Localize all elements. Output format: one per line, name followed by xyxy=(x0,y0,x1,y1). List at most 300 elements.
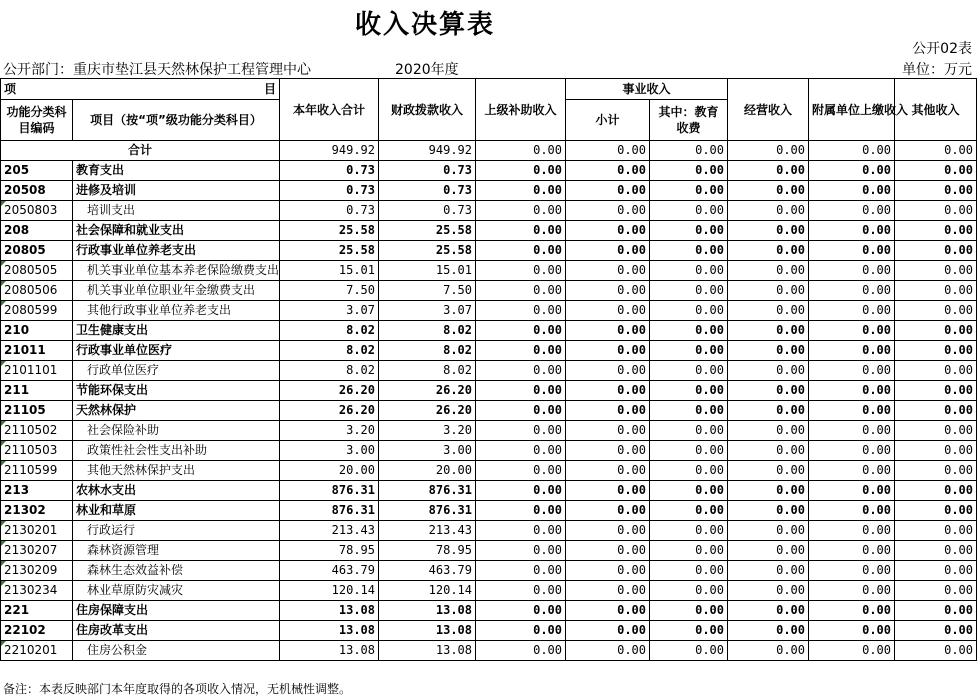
row-value: 8.02 xyxy=(280,321,379,341)
table-row xyxy=(1,601,977,621)
row-value: 0.00 xyxy=(476,601,566,621)
row-value: 0.00 xyxy=(650,221,728,241)
row-value: 0.00 xyxy=(476,161,566,181)
row-code: 2130209 xyxy=(1,561,73,581)
row-value: 213.43 xyxy=(280,521,379,541)
row-code: 2101101 xyxy=(1,361,73,381)
row-value: 0.73 xyxy=(280,181,379,201)
row-name: 社会保障和就业支出 xyxy=(73,221,280,241)
table-body xyxy=(1,141,977,661)
row-value: 0.00 xyxy=(650,201,728,221)
row-value: 15.01 xyxy=(280,261,379,281)
row-value: 0.00 xyxy=(566,541,650,561)
row-value: 0.00 xyxy=(476,421,566,441)
row-value: 0.00 xyxy=(476,221,566,241)
row-value: 0.00 xyxy=(809,321,895,341)
row-value: 0.00 xyxy=(650,621,728,641)
row-value: 78.95 xyxy=(379,541,476,561)
row-name: 森林生态效益补偿 xyxy=(73,561,280,581)
row-value: 20.00 xyxy=(379,461,476,481)
row-name: 行政事业单位养老支出 xyxy=(73,241,280,261)
row-value: 0.00 xyxy=(895,241,977,261)
row-value: 0.00 xyxy=(476,481,566,501)
row-value: 3.20 xyxy=(280,421,379,441)
row-value: 26.20 xyxy=(280,381,379,401)
header-mu: 目 xyxy=(263,82,276,96)
header-superior: 上级补助收入 xyxy=(476,79,566,141)
row-name: 其他行政事业单位养老支出 xyxy=(73,301,280,321)
row-value: 0.00 xyxy=(809,301,895,321)
row-value: 0.00 xyxy=(650,441,728,461)
row-name: 培训支出 xyxy=(73,201,280,221)
row-code: 2210201 xyxy=(1,641,73,661)
row-value: 0.00 xyxy=(809,581,895,601)
row-name: 森林资源管理 xyxy=(73,541,280,561)
row-value: 13.08 xyxy=(280,621,379,641)
header-business: 事业收入 xyxy=(566,79,728,100)
row-value: 0.00 xyxy=(650,321,728,341)
row-value: 0.00 xyxy=(809,561,895,581)
row-value: 0.00 xyxy=(650,141,728,161)
row-value: 0.00 xyxy=(809,601,895,621)
row-value: 0.00 xyxy=(476,641,566,661)
row-name: 其他天然林保护支出 xyxy=(73,461,280,481)
row-value: 0.00 xyxy=(728,441,809,461)
table-row xyxy=(1,381,977,401)
row-value: 0.00 xyxy=(809,621,895,641)
row-value: 8.02 xyxy=(280,361,379,381)
row-value: 949.92 xyxy=(280,141,379,161)
row-value: 3.07 xyxy=(379,301,476,321)
table-row xyxy=(1,501,977,521)
row-name: 住房公积金 xyxy=(73,641,280,661)
row-name: 政策性社会性支出补助 xyxy=(73,441,280,461)
row-name: 机关事业单位职业年金缴费支出 xyxy=(73,281,280,301)
row-value: 0.00 xyxy=(895,501,977,521)
table-row xyxy=(1,441,977,461)
row-name: 卫生健康支出 xyxy=(73,321,280,341)
row-value: 0.00 xyxy=(809,181,895,201)
row-value: 0.00 xyxy=(728,421,809,441)
row-value: 0.00 xyxy=(895,581,977,601)
row-value: 3.00 xyxy=(280,441,379,461)
row-value: 0.00 xyxy=(895,321,977,341)
row-code: 2080599 xyxy=(1,301,73,321)
row-value: 0.00 xyxy=(476,521,566,541)
row-value: 0.73 xyxy=(280,201,379,221)
row-value: 0.00 xyxy=(809,361,895,381)
row-value: 78.95 xyxy=(280,541,379,561)
row-value: 0.00 xyxy=(566,301,650,321)
table-row xyxy=(1,581,977,601)
row-value: 0.00 xyxy=(476,261,566,281)
row-value: 0.00 xyxy=(476,301,566,321)
row-value: 0.00 xyxy=(728,341,809,361)
row-value: 0.00 xyxy=(728,481,809,501)
row-value: 0.00 xyxy=(650,241,728,261)
row-value: 0.00 xyxy=(650,561,728,581)
row-value: 0.00 xyxy=(650,521,728,541)
row-value: 0.00 xyxy=(650,261,728,281)
row-code: 2080505 xyxy=(1,261,73,281)
row-name: 林业和草原 xyxy=(73,501,280,521)
row-value: 0.00 xyxy=(650,401,728,421)
row-value: 876.31 xyxy=(379,501,476,521)
row-code: 20805 xyxy=(1,241,73,261)
header-operating: 经营收入 xyxy=(728,79,809,141)
row-value: 25.58 xyxy=(280,241,379,261)
row-value: 0.00 xyxy=(566,321,650,341)
row-value: 0.00 xyxy=(566,261,650,281)
row-value: 26.20 xyxy=(280,401,379,421)
row-value: 0.00 xyxy=(895,341,977,361)
row-name: 住房保障支出 xyxy=(73,601,280,621)
row-code: 221 xyxy=(1,601,73,621)
row-value: 0.00 xyxy=(566,561,650,581)
row-value: 876.31 xyxy=(379,481,476,501)
row-value: 0.00 xyxy=(809,641,895,661)
row-value: 0.00 xyxy=(728,221,809,241)
table-row xyxy=(1,221,977,241)
row-code: 211 xyxy=(1,381,73,401)
table-row xyxy=(1,321,977,341)
row-value: 0.00 xyxy=(895,521,977,541)
row-value: 0.73 xyxy=(379,161,476,181)
row-value: 0.00 xyxy=(728,621,809,641)
row-value: 13.08 xyxy=(379,601,476,621)
row-value: 463.79 xyxy=(280,561,379,581)
row-value: 0.00 xyxy=(566,381,650,401)
row-value: 0.00 xyxy=(476,361,566,381)
row-value: 0.00 xyxy=(728,581,809,601)
table-row xyxy=(1,261,977,281)
row-value: 0.00 xyxy=(728,241,809,261)
row-value: 0.00 xyxy=(476,621,566,641)
row-value: 0.00 xyxy=(809,421,895,441)
row-value: 0.00 xyxy=(809,261,895,281)
row-label: 合计 xyxy=(1,141,280,161)
row-value: 0.00 xyxy=(566,181,650,201)
row-value: 0.00 xyxy=(728,161,809,181)
row-value: 0.00 xyxy=(650,161,728,181)
row-value: 0.00 xyxy=(895,441,977,461)
row-value: 0.00 xyxy=(728,541,809,561)
row-value: 0.00 xyxy=(566,601,650,621)
row-value: 13.08 xyxy=(379,621,476,641)
row-value: 0.00 xyxy=(566,421,650,441)
form-number: 公开02表 xyxy=(912,41,972,57)
row-value: 25.58 xyxy=(379,221,476,241)
row-code: 2110502 xyxy=(1,421,73,441)
row-value: 13.08 xyxy=(280,601,379,621)
row-value: 20.00 xyxy=(280,461,379,481)
row-code: 20508 xyxy=(1,181,73,201)
row-value: 0.00 xyxy=(566,461,650,481)
row-code: 205 xyxy=(1,161,73,181)
row-value: 0.00 xyxy=(476,581,566,601)
row-name: 社会保险补助 xyxy=(73,421,280,441)
row-value: 0.00 xyxy=(809,241,895,261)
row-value: 0.00 xyxy=(895,601,977,621)
row-value: 8.02 xyxy=(379,321,476,341)
table-row xyxy=(1,241,977,261)
row-value: 0.00 xyxy=(650,581,728,601)
table-row xyxy=(1,521,977,541)
row-value: 0.00 xyxy=(728,361,809,381)
table-row xyxy=(1,341,977,361)
header-affiliated: 附属单位上缴收入 xyxy=(809,79,895,141)
row-value: 0.00 xyxy=(809,281,895,301)
row-value: 0.00 xyxy=(650,501,728,521)
row-value: 0.00 xyxy=(566,481,650,501)
table-row xyxy=(1,621,977,641)
row-code: 2130201 xyxy=(1,521,73,541)
footnote: 备注：本表反映部门本年度取得的各项收入情况，无机械性调整。 xyxy=(3,682,352,696)
unit-label: 单位：万元 xyxy=(902,62,972,78)
table-row xyxy=(1,461,977,481)
row-value: 876.31 xyxy=(280,481,379,501)
row-value: 3.00 xyxy=(379,441,476,461)
row-value: 0.00 xyxy=(476,441,566,461)
table-row xyxy=(1,401,977,421)
row-value: 0.00 xyxy=(650,301,728,321)
row-value: 0.00 xyxy=(566,641,650,661)
row-value: 8.02 xyxy=(379,341,476,361)
row-value: 7.50 xyxy=(379,281,476,301)
row-value: 0.00 xyxy=(650,641,728,661)
row-value: 0.00 xyxy=(895,401,977,421)
row-name: 进修及培训 xyxy=(73,181,280,201)
row-code: 210 xyxy=(1,321,73,341)
row-value: 0.00 xyxy=(566,501,650,521)
row-value: 8.02 xyxy=(280,341,379,361)
total-row xyxy=(1,141,977,161)
row-value: 0.00 xyxy=(895,541,977,561)
row-value: 0.00 xyxy=(476,561,566,581)
row-value: 0.00 xyxy=(566,221,650,241)
header-name: 项目（按“项”级功能分类科目） xyxy=(73,100,280,141)
row-value: 0.00 xyxy=(476,381,566,401)
row-value: 0.00 xyxy=(728,381,809,401)
row-value: 0.00 xyxy=(728,521,809,541)
row-value: 463.79 xyxy=(379,561,476,581)
row-value: 0.00 xyxy=(895,621,977,641)
row-value: 3.20 xyxy=(379,421,476,441)
row-value: 0.00 xyxy=(895,201,977,221)
row-value: 0.00 xyxy=(809,501,895,521)
row-value: 0.00 xyxy=(566,521,650,541)
row-value: 0.00 xyxy=(476,401,566,421)
row-name: 行政事业单位医疗 xyxy=(73,341,280,361)
row-value: 0.00 xyxy=(895,641,977,661)
row-value: 0.00 xyxy=(728,181,809,201)
row-code: 21302 xyxy=(1,501,73,521)
header-xiang-mu xyxy=(1,79,280,100)
table-row xyxy=(1,201,977,221)
row-name: 行政运行 xyxy=(73,521,280,541)
row-value: 0.00 xyxy=(650,361,728,381)
row-value: 0.00 xyxy=(728,281,809,301)
row-name: 天然林保护 xyxy=(73,401,280,421)
row-value: 0.00 xyxy=(650,601,728,621)
row-value: 26.20 xyxy=(379,381,476,401)
row-code: 208 xyxy=(1,221,73,241)
row-value: 0.00 xyxy=(566,361,650,381)
header-code: 功能分类科目编码 xyxy=(1,100,73,141)
row-value: 0.00 xyxy=(566,621,650,641)
row-value: 0.00 xyxy=(566,241,650,261)
row-value: 0.00 xyxy=(476,201,566,221)
row-value: 0.00 xyxy=(728,461,809,481)
row-value: 0.00 xyxy=(650,181,728,201)
row-value: 25.58 xyxy=(280,221,379,241)
row-value: 0.00 xyxy=(650,421,728,441)
row-code: 2130207 xyxy=(1,541,73,561)
row-value: 26.20 xyxy=(379,401,476,421)
row-value: 0.00 xyxy=(650,381,728,401)
header-fiscal: 财政拨款收入 xyxy=(379,79,476,141)
header-total: 本年收入合计 xyxy=(280,79,379,141)
row-value: 0.00 xyxy=(809,381,895,401)
table-row xyxy=(1,361,977,381)
row-value: 0.00 xyxy=(809,341,895,361)
row-code: 2110503 xyxy=(1,441,73,461)
header-subtotal: 小计 xyxy=(566,100,650,141)
row-value: 0.00 xyxy=(566,441,650,461)
row-code: 213 xyxy=(1,481,73,501)
page-title: 收入决算表 xyxy=(354,10,495,40)
row-value: 0.00 xyxy=(650,461,728,481)
row-code: 21011 xyxy=(1,341,73,361)
row-value: 7.50 xyxy=(280,281,379,301)
row-value: 0.73 xyxy=(280,161,379,181)
row-value: 0.00 xyxy=(476,321,566,341)
table-row xyxy=(1,641,977,661)
row-value: 0.00 xyxy=(895,221,977,241)
row-value: 0.00 xyxy=(728,501,809,521)
header-other: 其他收入 xyxy=(895,79,977,141)
row-value: 0.00 xyxy=(728,141,809,161)
row-name: 农林水支出 xyxy=(73,481,280,501)
row-name: 行政单位医疗 xyxy=(73,361,280,381)
row-value: 0.00 xyxy=(895,261,977,281)
row-value: 0.00 xyxy=(895,381,977,401)
row-name: 林业草原防灾减灾 xyxy=(73,581,280,601)
row-value: 13.08 xyxy=(280,641,379,661)
row-value: 0.00 xyxy=(566,141,650,161)
row-value: 0.00 xyxy=(476,141,566,161)
row-value: 0.00 xyxy=(566,581,650,601)
table-row xyxy=(1,181,977,201)
row-value: 13.08 xyxy=(379,641,476,661)
row-value: 15.01 xyxy=(379,261,476,281)
row-value: 0.00 xyxy=(728,201,809,221)
row-code: 2130234 xyxy=(1,581,73,601)
row-value: 0.00 xyxy=(809,221,895,241)
header-xiang: 项 xyxy=(4,82,17,96)
row-code: 2050803 xyxy=(1,201,73,221)
row-value: 0.00 xyxy=(476,341,566,361)
fiscal-year: 2020年度 xyxy=(395,62,459,78)
row-value: 0.00 xyxy=(476,281,566,301)
row-code: 22102 xyxy=(1,621,73,641)
table-row xyxy=(1,421,977,441)
row-value: 0.00 xyxy=(728,641,809,661)
table-row xyxy=(1,281,977,301)
row-value: 0.00 xyxy=(895,361,977,381)
row-value: 0.00 xyxy=(476,461,566,481)
row-value: 0.00 xyxy=(895,181,977,201)
row-value: 0.00 xyxy=(809,481,895,501)
row-value: 0.00 xyxy=(476,541,566,561)
row-value: 0.00 xyxy=(476,501,566,521)
row-value: 0.00 xyxy=(809,541,895,561)
row-value: 0.00 xyxy=(895,421,977,441)
row-value: 0.00 xyxy=(809,201,895,221)
row-code: 21105 xyxy=(1,401,73,421)
row-value: 0.73 xyxy=(379,201,476,221)
row-value: 0.00 xyxy=(809,161,895,181)
row-value: 0.00 xyxy=(809,141,895,161)
row-name: 教育支出 xyxy=(73,161,280,181)
row-value: 0.00 xyxy=(895,161,977,181)
row-value: 0.00 xyxy=(650,481,728,501)
row-value: 0.00 xyxy=(728,261,809,281)
row-value: 3.07 xyxy=(280,301,379,321)
table-row xyxy=(1,301,977,321)
row-value: 0.00 xyxy=(566,201,650,221)
row-value: 120.14 xyxy=(280,581,379,601)
row-value: 0.00 xyxy=(895,561,977,581)
row-value: 0.00 xyxy=(809,401,895,421)
table-row xyxy=(1,481,977,501)
table-row xyxy=(1,541,977,561)
table-row xyxy=(1,161,977,181)
row-value: 0.00 xyxy=(895,461,977,481)
row-value: 120.14 xyxy=(379,581,476,601)
row-name: 机关事业单位基本养老保险缴费支出 xyxy=(73,261,280,281)
row-value: 0.00 xyxy=(809,521,895,541)
row-value: 0.00 xyxy=(476,181,566,201)
row-value: 949.92 xyxy=(379,141,476,161)
row-value: 0.00 xyxy=(895,301,977,321)
income-table xyxy=(0,78,977,661)
row-value: 0.00 xyxy=(728,601,809,621)
row-value: 0.00 xyxy=(895,281,977,301)
row-value: 876.31 xyxy=(280,501,379,521)
row-name: 节能环保支出 xyxy=(73,381,280,401)
row-value: 0.00 xyxy=(566,161,650,181)
row-value: 0.00 xyxy=(566,401,650,421)
row-value: 0.00 xyxy=(809,441,895,461)
row-value: 0.00 xyxy=(895,481,977,501)
row-value: 0.00 xyxy=(650,341,728,361)
row-value: 213.43 xyxy=(379,521,476,541)
row-value: 0.00 xyxy=(728,321,809,341)
row-value: 0.00 xyxy=(566,281,650,301)
row-value: 0.00 xyxy=(650,281,728,301)
row-value: 0.00 xyxy=(728,301,809,321)
row-value: 25.58 xyxy=(379,241,476,261)
row-value: 0.00 xyxy=(650,541,728,561)
row-value: 0.73 xyxy=(379,181,476,201)
row-code: 2080506 xyxy=(1,281,73,301)
row-value: 8.02 xyxy=(379,361,476,381)
row-code: 2110599 xyxy=(1,461,73,481)
row-value: 0.00 xyxy=(809,461,895,481)
row-value: 0.00 xyxy=(728,401,809,421)
row-value: 0.00 xyxy=(895,141,977,161)
